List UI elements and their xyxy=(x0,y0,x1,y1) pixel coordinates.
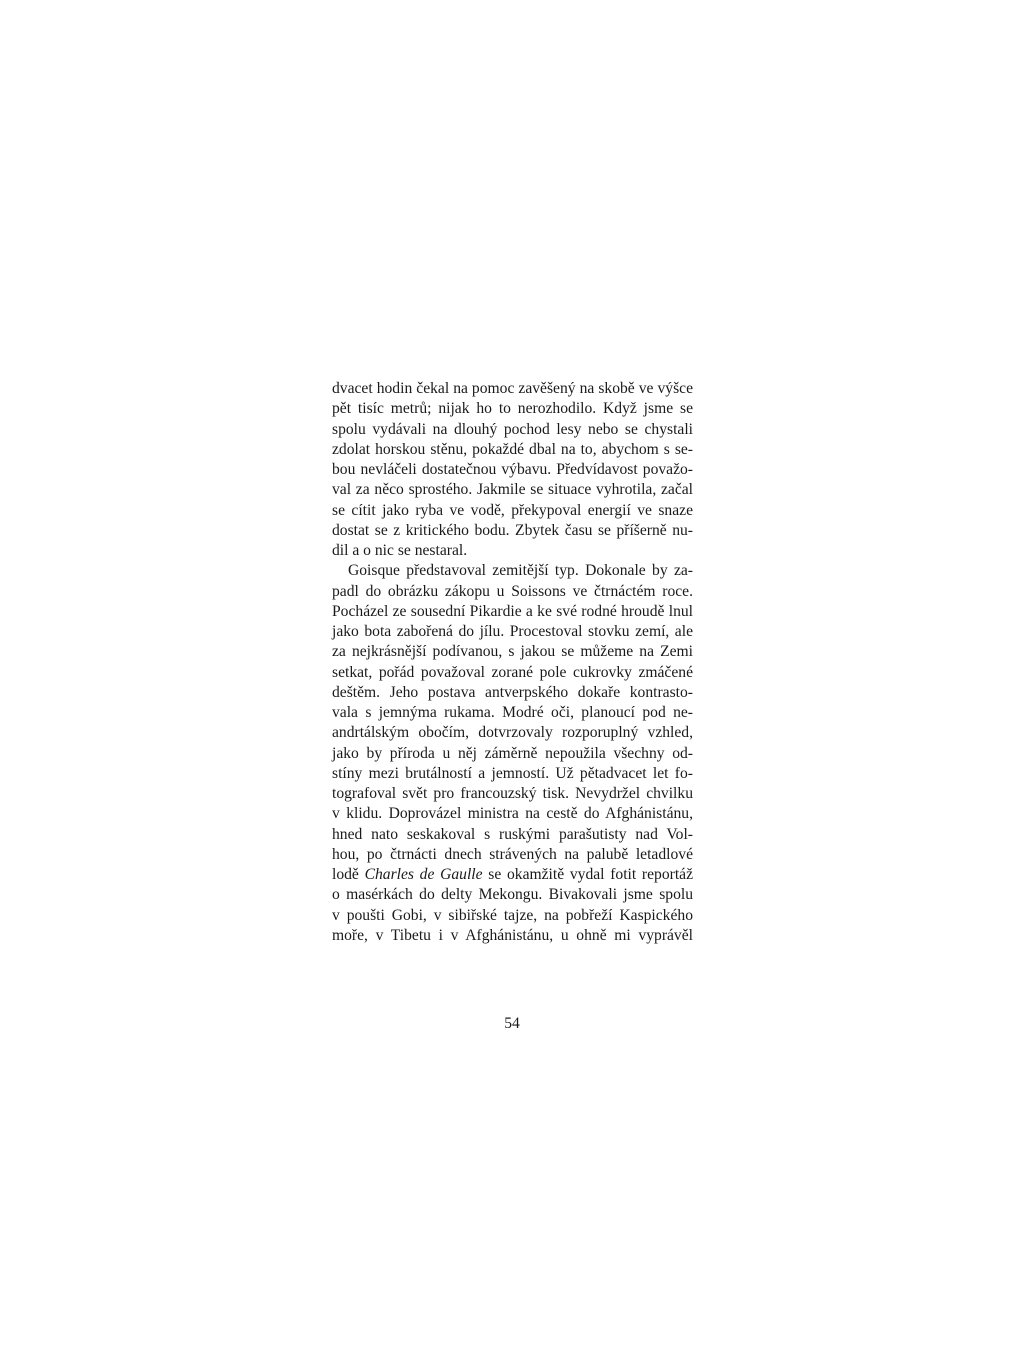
text-line: val za něco sprostého. Jakmile se situace vyhrotila, začal xyxy=(332,481,693,499)
text-line: Goisque představoval zemitější typ. Dokonale by za- xyxy=(348,562,693,580)
text-line xyxy=(332,865,693,885)
text-line: za nejkrásnější podívanou, s jakou se můžeme na Zemi xyxy=(332,643,693,661)
text-line: setkat, pořád považoval zorané pole cukrovky zmáčené xyxy=(332,663,693,681)
text-segment: se okamžitě vydal fotit reportáž xyxy=(482,866,694,883)
text-line: zdolat horskou stěnu, pokaždé dbal na to, abychom s se- xyxy=(332,440,693,458)
text-line: v klidu. Doprovázel ministra na cestě do Afghánistánu, xyxy=(332,805,693,823)
text-line: Pocházel ze sousední Pikardie a ke své rodné hroudě lnul xyxy=(332,602,693,620)
text-line: pět tisíc metrů; nijak ho to nerozhodilo. Když jsme se xyxy=(332,400,693,418)
text-line: moře, v Tibetu i v Afghánistánu, u ohně mi vyprávěl xyxy=(332,926,693,944)
text-line: dvacet hodin čekal na pomoc zavěšený na skobě ve výšce xyxy=(332,380,693,397)
text-line: jako bota zabořená do jílu. Procestoval stovku zemí, ale xyxy=(332,623,693,640)
ship-name: Charles de Gaulle xyxy=(364,866,483,883)
text-line: stíny mezi brutálností a jemností. Už pětadvacet let fo- xyxy=(332,764,693,782)
text-line: andrtálským obočím, dotvrzovaly rozporuplný vzhled, xyxy=(332,724,693,742)
text-line: hned nato seskakoval s ruskými parašutisty nad Vol- xyxy=(332,825,693,843)
text-line: padl do obrázku zákopu u Soissons ve čtrnáctém roce. xyxy=(332,582,693,600)
body-text xyxy=(332,379,693,946)
page-number: 54 xyxy=(504,1015,520,1032)
text-line: bou nevláčeli dostatečnou výbavu. Předvídavost považo- xyxy=(332,461,693,478)
text-line: dostat se z kritického bodu. Zbytek času se příšerně nu- xyxy=(332,521,693,539)
text-segment: lodě xyxy=(332,866,365,883)
text-line: hou, po čtrnácti dnech strávených na palubě letadlové xyxy=(332,845,693,863)
text-line: v poušti Gobi, v sibiřské tajze, na pobřeží Kaspického xyxy=(332,906,693,924)
text-line: deštěm. Jeho postava antverpského dokaře kontrasto- xyxy=(332,683,693,701)
text-line: tografoval svět pro francouzský tisk. Nevydržel chvilku xyxy=(332,785,693,802)
text-line: jako by příroda u něj záměrně nepoužila všechny od- xyxy=(332,744,693,762)
text-line: o masérkách do delty Mekongu. Bivakovali jsme spolu xyxy=(332,886,693,904)
text-line: se cítit jako ryba ve vodě, překypoval energií ve snaze xyxy=(332,501,693,519)
text-line: dil a o nic se nestaral. xyxy=(332,542,468,559)
text-line: vala s jemnýma rukama. Modré oči, planoucí pod ne- xyxy=(332,704,693,721)
text-line: spolu vydávali na dlouhý pochod lesy nebo se chystali xyxy=(332,420,693,438)
